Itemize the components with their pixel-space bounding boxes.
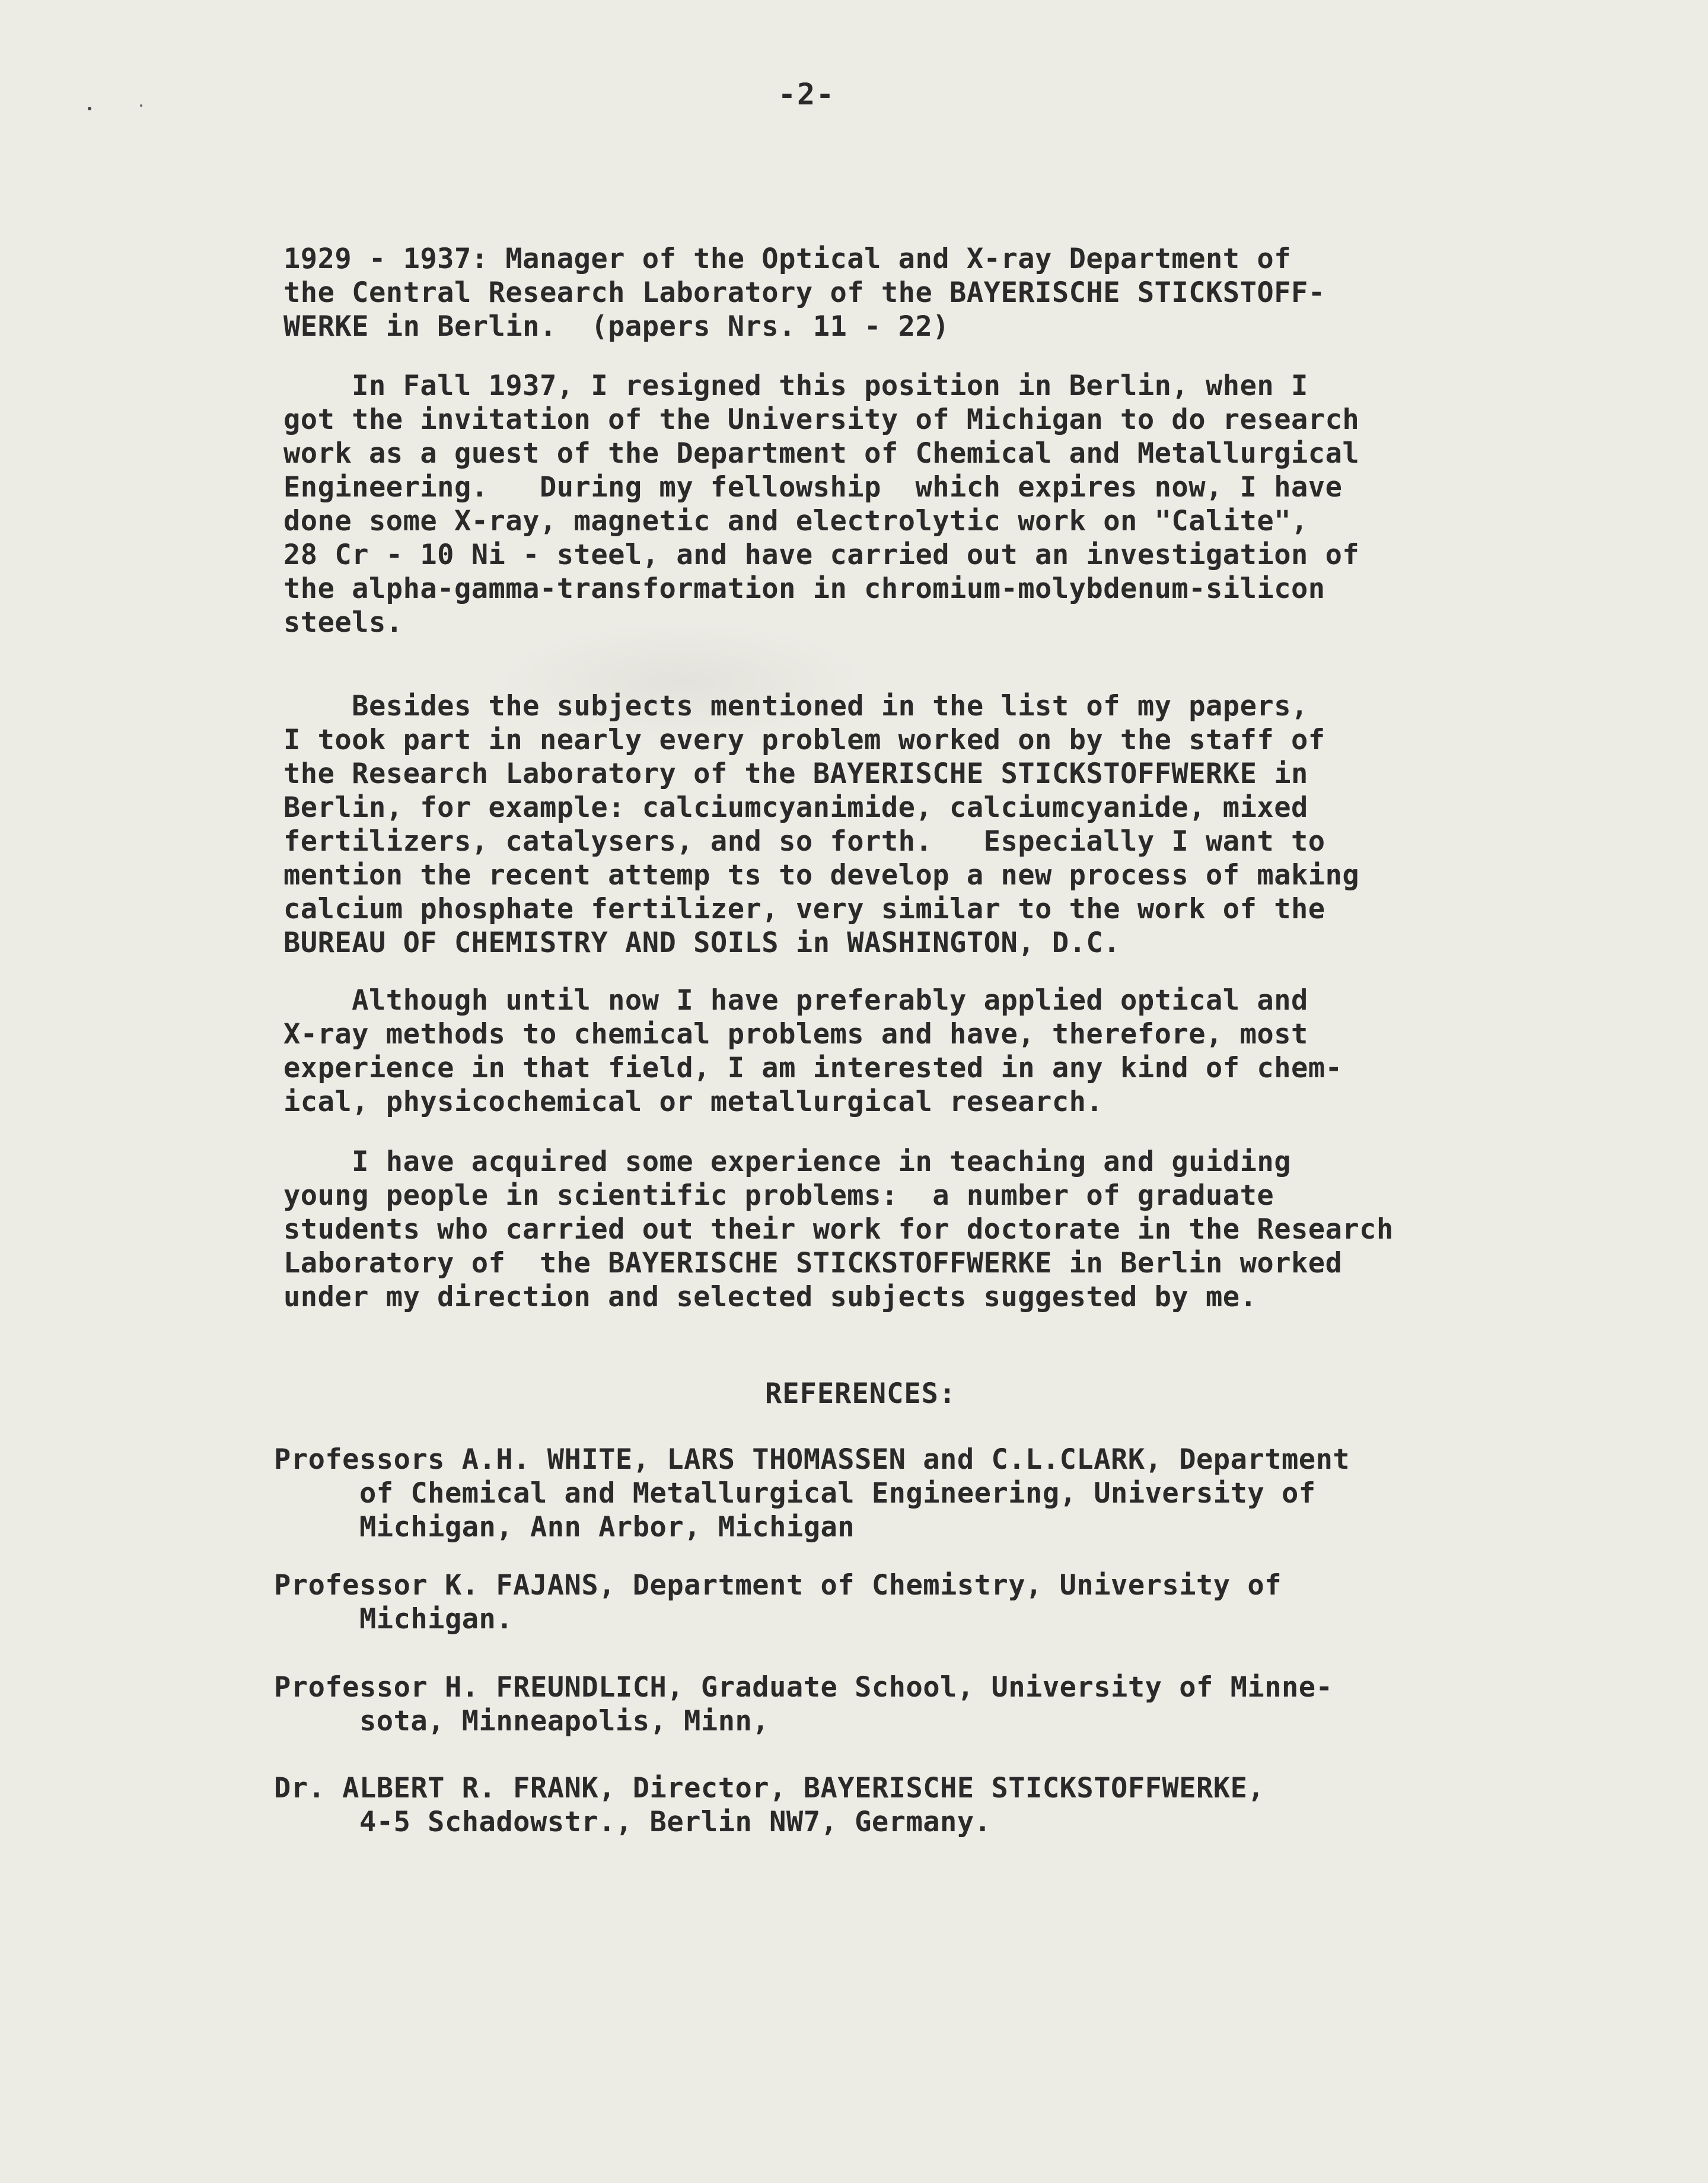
paper-speck [140,104,142,107]
paragraph-although: Although until now I have preferably applied optical and X-ray methods to chemical problems and have, therefore, most experience in that field, I am interested in any kind of chem- ical, physicochemical or metallurgical research. [283,984,1343,1118]
reference-entry: Professors A.H. WHITE, LARS THOMASSEN and C.L.CLARK, Department of Chemical and Metallurgical Engineering, University of Michigan, Ann Arbor, Michigan [274,1443,1350,1544]
paragraph-employment: 1929 - 1937: Manager of the Optical and X-ray Department of the Central Research Laboratory of the BAYERISCHE STICKSTOFF- WERKE in Berlin. (papers Nrs. 11 - 22) [283,243,1325,343]
paragraph-besides: Besides the subjects mentioned in the list of my papers, I took part in nearly every problem worked on by the staff of the Research Laboratory of the BAYERISCHE STICKSTOFFWERKE in Berlin, for example: calciumcyanimide, calciumcyanide, mixed fertilizers, catalysers, and so forth. Especially I want to mention the recent attemp ts to develop a new process of making calcium phosphate fertilizer, very similar to the work of the BUREAU OF CHEMISTRY AND SOILS in WASHINGTON, D.C. [283,690,1360,959]
paper-speck [88,107,91,110]
paragraph-teaching: I have acquired some experience in teaching and guiding young people in scientific problems: a number of graduate students who carried out their work for doctorate in the Research Laboratory of the BAYERISCHE STICKSTOFFWERKE in Berlin worked under my direction and selected subjects suggested by me. [283,1145,1394,1313]
reference-entry: Professor K. FAJANS, Department of Chemistry, University of Michigan. [274,1569,1282,1635]
reference-entry: Dr. ALBERT R. FRANK, Director, BAYERISCHE STICKSTOFFWERKE, 4-5 Schadowstr., Berlin NW7, Germany. [274,1772,1265,1838]
references-heading: REFERENCES: [765,1377,957,1410]
page-number: -2- [777,77,836,112]
reference-entry: Professor H. FREUNDLICH, Graduate School, University of Minne- sota, Minneapolis, Minn, [274,1671,1333,1738]
paragraph-fall-1937: In Fall 1937, I resigned this position in Berlin, when I got the invitation of the University of Michigan to do research work as a guest of the Department of Chemical and Metallurgical Engineering. During my fellowship which expires now, I have done some X-ray, magnetic and electrolytic work on "Calite", 28 Cr - 10 Ni - steel, and have carried out an investigation of the alpha-gamma-transformation in chromium-molybdenum-silicon steels. [283,370,1360,639]
